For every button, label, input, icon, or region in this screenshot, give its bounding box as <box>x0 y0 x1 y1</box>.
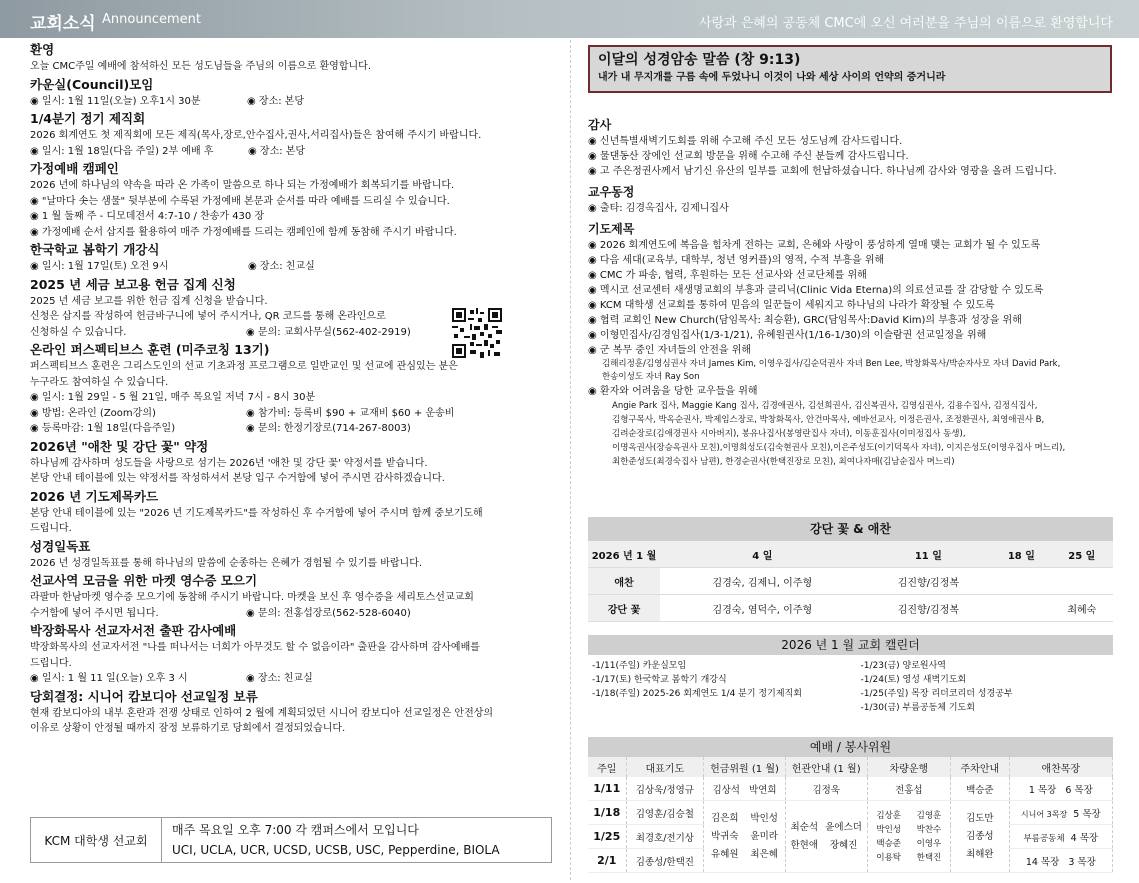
table-row <box>588 568 1113 595</box>
kcm-box <box>30 817 552 863</box>
duty-name: 최순석 <box>790 821 818 833</box>
qr-code[interactable] <box>452 308 502 358</box>
perspectives-contact: ◉ 문의: 한정기장로(714-267-8003) <box>246 423 411 434</box>
tax-offering-line3: 신청하실 수 있습니다. <box>30 326 127 338</box>
duty-name: 시니어 3목장 <box>1020 809 1068 819</box>
duty-roster <box>588 737 1113 873</box>
flowers-table <box>588 517 1113 622</box>
duty-driver-top: 전홍섭 <box>867 777 951 801</box>
quarter-meeting-body: 2026 회계연도 첫 제직회에 모든 제직(목사,장로,안수집사,권사,서리집사)들은 참여해 주시기 바랍니다. <box>30 130 482 141</box>
thanks-title: 감사 <box>588 118 612 132</box>
council-info <box>30 94 550 110</box>
table-cell <box>992 568 1051 595</box>
perspectives-info2 <box>30 421 550 437</box>
family-worship-line1: 2026 년에 하나님의 약속을 따라 온 가족이 말씀으로 하나 되는 가정예배가 회복되기를 바랍니다. <box>30 180 455 191</box>
duty-name: 박찬수 <box>916 824 942 835</box>
member-news-title: 교우동정 <box>588 185 635 199</box>
table-cell: 김진향/김정복 <box>865 568 993 595</box>
quarter-meeting-title: 1/4분기 정기 제직회 <box>30 111 146 126</box>
calendar-event: -1/11(주일) 카운실모임 <box>592 661 687 671</box>
duty-name: 김은희 <box>711 812 739 824</box>
duty-prayer: 김영훈/김승철 <box>626 801 704 825</box>
table-cell: 김경숙, 염덕수, 이주형 <box>660 595 865 622</box>
prayer-item: ◉ 군 복무 중인 자녀들의 안전을 위해 <box>588 345 752 356</box>
duty-prayer: 김종성/한택진 <box>626 849 704 873</box>
prayer-title: 기도제목 <box>588 222 635 236</box>
calendar-body <box>588 655 1113 719</box>
memory-verse-title: 이달의 성경암송 말씀 (창 9:13) <box>598 52 801 68</box>
table-cell: 김진향/김정복 <box>865 595 993 622</box>
duty-parking-top: 백승준 <box>951 777 1010 801</box>
flowers-header: 18 일 <box>992 541 1051 568</box>
prayer-item: ◉ 2026 회계연도에 복음을 힘차게 전하는 교회, 은혜와 사랑이 풍성하게 열매 맺는 교회가 될 수 있도록 <box>588 240 1041 251</box>
market-receipt-line2: 수거함에 넣어 주시면 됩니다. <box>30 607 159 619</box>
duty-name: 박인성 <box>750 812 778 824</box>
perspectives-method: ◉ 방법: 온라인 (Zoom강의) <box>30 407 156 419</box>
duty-week: 1/18 <box>588 801 626 825</box>
book-service-place: ◉ 장소: 친교실 <box>246 673 313 684</box>
duty-name: 3 목장 <box>1068 856 1096 868</box>
family-worship-title: 가정예배 캠페인 <box>30 161 119 176</box>
duty-name: 최은혜 <box>750 848 778 860</box>
sick-list: Angie Park 집사, Maggie Kang 집사, 김경애권사, 김선희권사, 김신복권사, 김영심권사, 김용수집사, 김정식집사, <box>612 401 1038 411</box>
calendar-event: -1/23(금) 양로원사역 <box>860 661 947 671</box>
market-receipt-title: 선교사역 모금을 위한 마켓 영수증 모으기 <box>30 573 258 588</box>
calendar-event: -1/17(토) 한국학교 봄학기 개강식 <box>592 675 727 685</box>
table-row <box>588 801 1113 825</box>
duty-name: 1 목장 <box>1028 784 1057 796</box>
duty-header: 애찬목장 <box>1009 757 1112 777</box>
duty-name: 최해완 <box>966 848 994 860</box>
duty-name: 장혜진 <box>829 839 858 851</box>
tax-offering-line2: 신청은 삽지를 작성하여 헌금바구니에 넣어 주시거나, QR 코드를 통해 온라인으로 <box>30 311 386 322</box>
banner-slogan: 사랑과 은혜의 공동체 CMC에 오신 여러분을 주님의 이름으로 환영합니다 <box>698 16 1113 31</box>
sick-list: 최한준성도(최경숙집사 남편), 한경순권사(한택진장로 모친), 최여나자매(김남순집사 며느리) <box>612 457 955 467</box>
perspectives-fee: ◉ 참가비: 등록비 $90 + 교재비 $60 + 운송비 <box>246 407 455 419</box>
calendar-event: -1/24(토) 영성 새벽기도회 <box>860 675 967 685</box>
family-worship-line4: ◉ 가정예배 순서 삽지를 활용하여 매주 가정예배를 드리는 캠페인에 함께 동참해 주시기 바랍니다. <box>30 226 457 238</box>
flowers-header-row <box>588 541 1113 568</box>
market-receipt-contact: ◉ 문의: 전홍섭장로(562-528-6040) <box>246 607 411 619</box>
flowers-header: 4 일 <box>660 541 865 568</box>
kcm-line2: UCI, UCLA, UCR, UCSD, UCSB, USC, Pepperdine, BIOLA <box>172 843 500 857</box>
duty-name: 김도만 <box>966 812 994 824</box>
soldiers-list: 김해리정훈/김영심권사 자녀 James Kim, 이영우집사/김순덕권사 자녀 Ben Lee, 박창화목사/박순자사모 자녀 David Park, <box>602 359 1061 369</box>
duty-name: 김상훈 <box>876 810 902 821</box>
duty-name: 윤미라 <box>750 830 778 842</box>
book-service-date: ◉ 일시: 1 월 11 일(오늘) 오후 3 시 <box>30 673 188 684</box>
duty-prayer: 최경호/전기상 <box>626 825 704 849</box>
column-divider <box>570 40 572 880</box>
memory-verse-box <box>588 45 1112 93</box>
announcements-column <box>30 40 550 737</box>
duty-name: 14 목장 <box>1025 856 1060 868</box>
kcm-info <box>162 818 500 862</box>
book-service-title: 박장화목사 선교자서전 출판 감사예배 <box>30 623 237 638</box>
kcm-label: KCM 대학생 선교회 <box>31 818 162 862</box>
church-calendar <box>588 635 1113 719</box>
flowers-header: 11 일 <box>865 541 993 568</box>
duty-name: 김상석 <box>712 784 740 796</box>
duty-week: 1/25 <box>588 825 626 849</box>
perspectives-title: 온라인 퍼스펙티브스 훈련 (미주코칭 13기) <box>30 342 270 357</box>
duty-header: 차량운행 <box>867 757 951 777</box>
duty-prayer: 김상욱/정영규 <box>626 777 704 801</box>
duty-driver-group <box>867 801 951 873</box>
duty-name: 김종성 <box>966 830 994 842</box>
pledge-title: 2026년 "애찬 및 강단 꽃" 약정 <box>30 438 209 454</box>
pledge-line1: 하나님께 감사하며 성도들을 사랑으로 섬기는 2026년 '애찬 및 강단 꽃' 약정서를 받습니다. <box>30 457 428 469</box>
prayer-column <box>588 112 1113 469</box>
duty-header-row <box>588 757 1113 777</box>
duty-header: 대표기도 <box>626 757 704 777</box>
duty-name: 한현애 <box>790 839 818 851</box>
korean-school-title: 한국학교 봄학기 개강식 <box>30 242 160 257</box>
cambodia-title: 당회결정: 시니어 캄보디아 선교일정 보류 <box>30 688 258 704</box>
thanks-item: ◉ 물댄동산 장에인 선교회 방문을 위해 수고해 주신 분들께 감사드립니다. <box>588 151 909 162</box>
duty-name: 윤에스더 <box>825 821 862 833</box>
book-service-line2: 드립니다. <box>30 657 72 669</box>
duty-name: 부름공동체 <box>1023 833 1065 844</box>
prayer-card-line1: 본당 안내 테이블에 있는 "2026 년 기도제목카드"를 작성하신 후 수거함에 넣어 주시며 함께 중보기도해 <box>30 507 483 519</box>
table-cell <box>1051 568 1113 595</box>
prayer-item: ◉ 다음 세대(교육부, 대학부, 청년 영커플)의 영적, 수적 부흥을 위해 <box>588 255 885 266</box>
sick-title: ◉ 환자와 어려움을 당한 교우들을 위해 <box>588 386 758 397</box>
prayer-item: ◉ 멕시코 선교센터 새생명교회의 부흥과 클리닉(Clinic Vida Eterna)의 의료선교를 잘 감당할 수 있도록 <box>588 285 1044 296</box>
korean-school-place: ◉ 장소: 친교실 <box>248 261 315 272</box>
welcome-title: 환영 <box>30 42 55 57</box>
duty-header: 헌관안내 (1 월) <box>785 757 867 777</box>
prayer-item: ◉ CMC 가 파송, 협력, 후원하는 모든 선교사와 선교단체를 위해 <box>588 270 867 281</box>
duty-name: 4 목장 <box>1070 832 1099 844</box>
cambodia-line1: 현재 캄보디아의 내부 혼란과 전쟁 상태로 인하여 2 월에 계획되었던 시니어 캄보디아 선교일정은 안전상의 <box>30 707 494 719</box>
market-receipt-info <box>30 606 550 622</box>
calendar-col-right <box>841 659 1110 715</box>
perspectives-line1: 퍼스펙티브스 훈련은 그리스도인의 선교 기초과정 프로그램으로 일반교인 및 선교에 관심있는 분은 <box>30 361 458 372</box>
banner-title-en: Announcement <box>102 12 201 27</box>
family-worship-line3: ◉ 1 월 둘째 주 - 디모데전서 4:7-10 / 찬송가 430 장 <box>30 211 265 222</box>
korean-school-date: ◉ 일시: 1월 17일(토) 오전 9시 <box>30 261 169 272</box>
tax-offering-title: 2025 년 세금 보고용 헌금 집계 신청 <box>30 276 236 292</box>
table-cell: 김경숙, 김제니, 이주형 <box>660 568 865 595</box>
quarter-meeting-date: ◉ 일시: 1월 18일(다음 주일) 2부 예배 후 <box>30 145 214 157</box>
duty-meal <box>1009 849 1112 873</box>
duty-header: 주일 <box>588 757 626 777</box>
sick-list: 이명옥권사(장승옥권사 모친),이명희성도(김숙현권사 모친),이은주성도(이기덕목사 자녀), 이지은성도(이영우집사 며느리), <box>612 443 1066 453</box>
prayer-card-line2: 드립니다. <box>30 523 72 534</box>
perspectives-line2: 누구라도 참여하실 수 있습니다. <box>30 376 169 388</box>
perspectives-line3: ◉ 일시: 1월 29일 - 5 월 21일, 매주 목요일 저녁 7시 - 8시 30분 <box>30 392 316 403</box>
row-label: 강단 꽃 <box>588 595 660 622</box>
duty-name: 김영훈 <box>916 810 942 821</box>
duty-offering-top <box>704 777 786 801</box>
perspectives-info1 <box>30 406 550 422</box>
calendar-title: 2026 년 1 월 교회 캘린더 <box>588 635 1113 655</box>
tax-offering-line1: 2025 년 세금 보고를 위한 헌금 집계 신청을 받습니다. <box>30 295 268 307</box>
family-worship-line2: ◉ "날마다 솟는 샘물" 뒷부분에 수록된 가정예배 본문과 순서를 따라 예배를 드리실 수 있습니다. <box>30 195 450 207</box>
thanks-item: ◉ 신년특별새벽기도회를 위해 수고해 주신 모든 성도님께 감사드립니다. <box>588 136 903 147</box>
memory-verse-body: 내가 내 무지개를 구름 속에 두었나니 이것이 나와 세상 사이의 언약의 증거니라 <box>598 72 946 83</box>
soldiers-list: 한송이성도 자녀 Ray Son <box>602 372 700 382</box>
bible-reading-title: 성경일독표 <box>30 538 91 554</box>
duty-usher-top: 김정욱 <box>785 777 867 801</box>
duty-meal <box>1009 801 1112 825</box>
duty-offering-group <box>704 801 786 873</box>
book-service-info <box>30 671 550 687</box>
perspectives-deadline: ◉ 등록마감: 1월 18일(다음주일) <box>30 423 176 434</box>
member-news-item: ◉ 출타: 김경옥집사, 김제니집사 <box>588 203 729 214</box>
thanks-item: ◉ 고 주은정권사께서 남기신 유산의 일부를 교회에 헌납하셨습니다. 하나님께 감사와 영광을 올려 드립니다. <box>588 166 1057 177</box>
kcm-line1: 매주 목요일 오후 7:00 각 캠퍼스에서 모입니다 <box>172 823 419 837</box>
duty-name: 이용탁 <box>876 852 902 863</box>
sick-list: 김려순장로(김애경권사 시아버지), 봉유나집사(봉영란집사 자녀), 이동훈집사(이미정집사 동생), <box>612 429 966 439</box>
duty-name: 박귀숙 <box>711 830 739 842</box>
duty-usher-group <box>785 801 867 873</box>
calendar-col-left <box>592 659 841 715</box>
duty-name: 6 목장 <box>1065 784 1093 796</box>
council-place: ◉ 장소: 본당 <box>247 95 305 107</box>
table-row <box>588 777 1113 801</box>
calendar-event: -1/25(주일) 목장 리더코리더 성경공부 <box>860 689 1013 699</box>
korean-school-info <box>30 259 550 275</box>
quarter-meeting-place: ◉ 장소: 본당 <box>248 145 306 157</box>
duty-name: 박인성 <box>876 824 902 835</box>
bible-reading-body: 2026 년 성경일독표를 통해 하나님의 말씀에 순종하는 은혜가 경험될 수 있기를 바랍니다. <box>30 557 423 569</box>
quarter-meeting-info <box>30 144 550 160</box>
duty-name: 5 목장 <box>1073 808 1101 820</box>
duty-name: 한택진 <box>916 852 942 863</box>
flowers-header: 2026 년 1 월 <box>588 541 660 568</box>
market-receipt-line1: 라팔마 한남마켓 영수증 모으기에 동참해 주시기 바랍니다. 마켓을 보신 후 영수증을 세리토스선교교회 <box>30 592 474 603</box>
prayer-card-title: 2026 년 기도제목카드 <box>30 488 159 504</box>
council-title: 카운실(Council)모임 <box>30 76 154 92</box>
duty-name: 박연희 <box>749 784 777 796</box>
announcement-banner <box>0 0 1139 38</box>
duty-week: 2/1 <box>588 849 626 873</box>
prayer-item: ◉ KCM 대학생 선교회를 통하여 믿음의 일꾼들이 세워지고 하나님의 나라가 확장될 수 있도록 <box>588 300 995 311</box>
tax-offering-contact: ◉ 문의: 교회사무실(562-402-2919) <box>246 326 411 338</box>
table-row <box>588 595 1113 622</box>
duty-header: 헌금위원 (1 월) <box>704 757 786 777</box>
book-service-line1: 박장화목사의 선교자서전 "나를 떠나서는 너희가 아무것도 할 수 없음이라" 출판을 감사하며 감사예배를 <box>30 642 480 653</box>
duty-meal <box>1009 825 1112 849</box>
council-date: ◉ 일시: 1월 11일(오늘) 오후1시 30분 <box>30 95 201 107</box>
duty-meal <box>1009 777 1112 801</box>
welcome-body: 오늘 CMC주일 예배에 참석하신 모든 성도님들을 주님의 이름으로 환영합니다. <box>30 61 372 72</box>
table-cell: 최혜숙 <box>1051 595 1113 622</box>
cambodia-line2: 이유로 상황이 안정될 때까지 잠정 보류하기로 당회에서 결정되었습니다. <box>30 723 346 734</box>
table-cell <box>992 595 1051 622</box>
banner-title: 교회소식 <box>30 14 96 34</box>
duty-parking-group <box>951 801 1010 873</box>
duty-week: 1/11 <box>588 777 626 801</box>
flowers-table-title: 강단 꽃 & 애찬 <box>588 517 1113 541</box>
sick-list: 김형구목사, 박옥순권사, 박제임스장로, 박창화목사, 안건마목사, 예바선교사, 이정은권사, 조정환권사, 최영애권사 B, <box>612 415 1045 425</box>
flowers-header: 25 일 <box>1051 541 1113 568</box>
prayer-item: ◉ 이형민집사/김경임집사(1/3-1/21), 유혜원권사(1/16-1/30)의 이슬람권 선교일정을 위해 <box>588 330 987 341</box>
calendar-event: -1/30(금) 부름공동체 기도회 <box>860 703 975 713</box>
duty-title: 예배 / 봉사위원 <box>588 737 1113 757</box>
duty-name: 백승준 <box>876 838 902 849</box>
duty-header: 주차안내 <box>951 757 1010 777</box>
duty-name: 유혜원 <box>711 848 739 860</box>
prayer-item: ◉ 협력 교회인 New Church(담임목사: 최승환), GRC(담임목사:David Kim)의 부흥과 성장을 위해 <box>588 315 1022 326</box>
calendar-event: -1/18(주일) 2025-26 회계연도 1/4 분기 정기제직회 <box>592 689 802 699</box>
duty-table <box>588 757 1113 873</box>
row-label: 애찬 <box>588 568 660 595</box>
pledge-line2: 본당 안내 테이블에 있는 약정서를 작성하셔서 본당 입구 수거함에 넣어 주시면 감사하겠습니다. <box>30 473 445 484</box>
duty-name: 이영우 <box>916 838 942 849</box>
